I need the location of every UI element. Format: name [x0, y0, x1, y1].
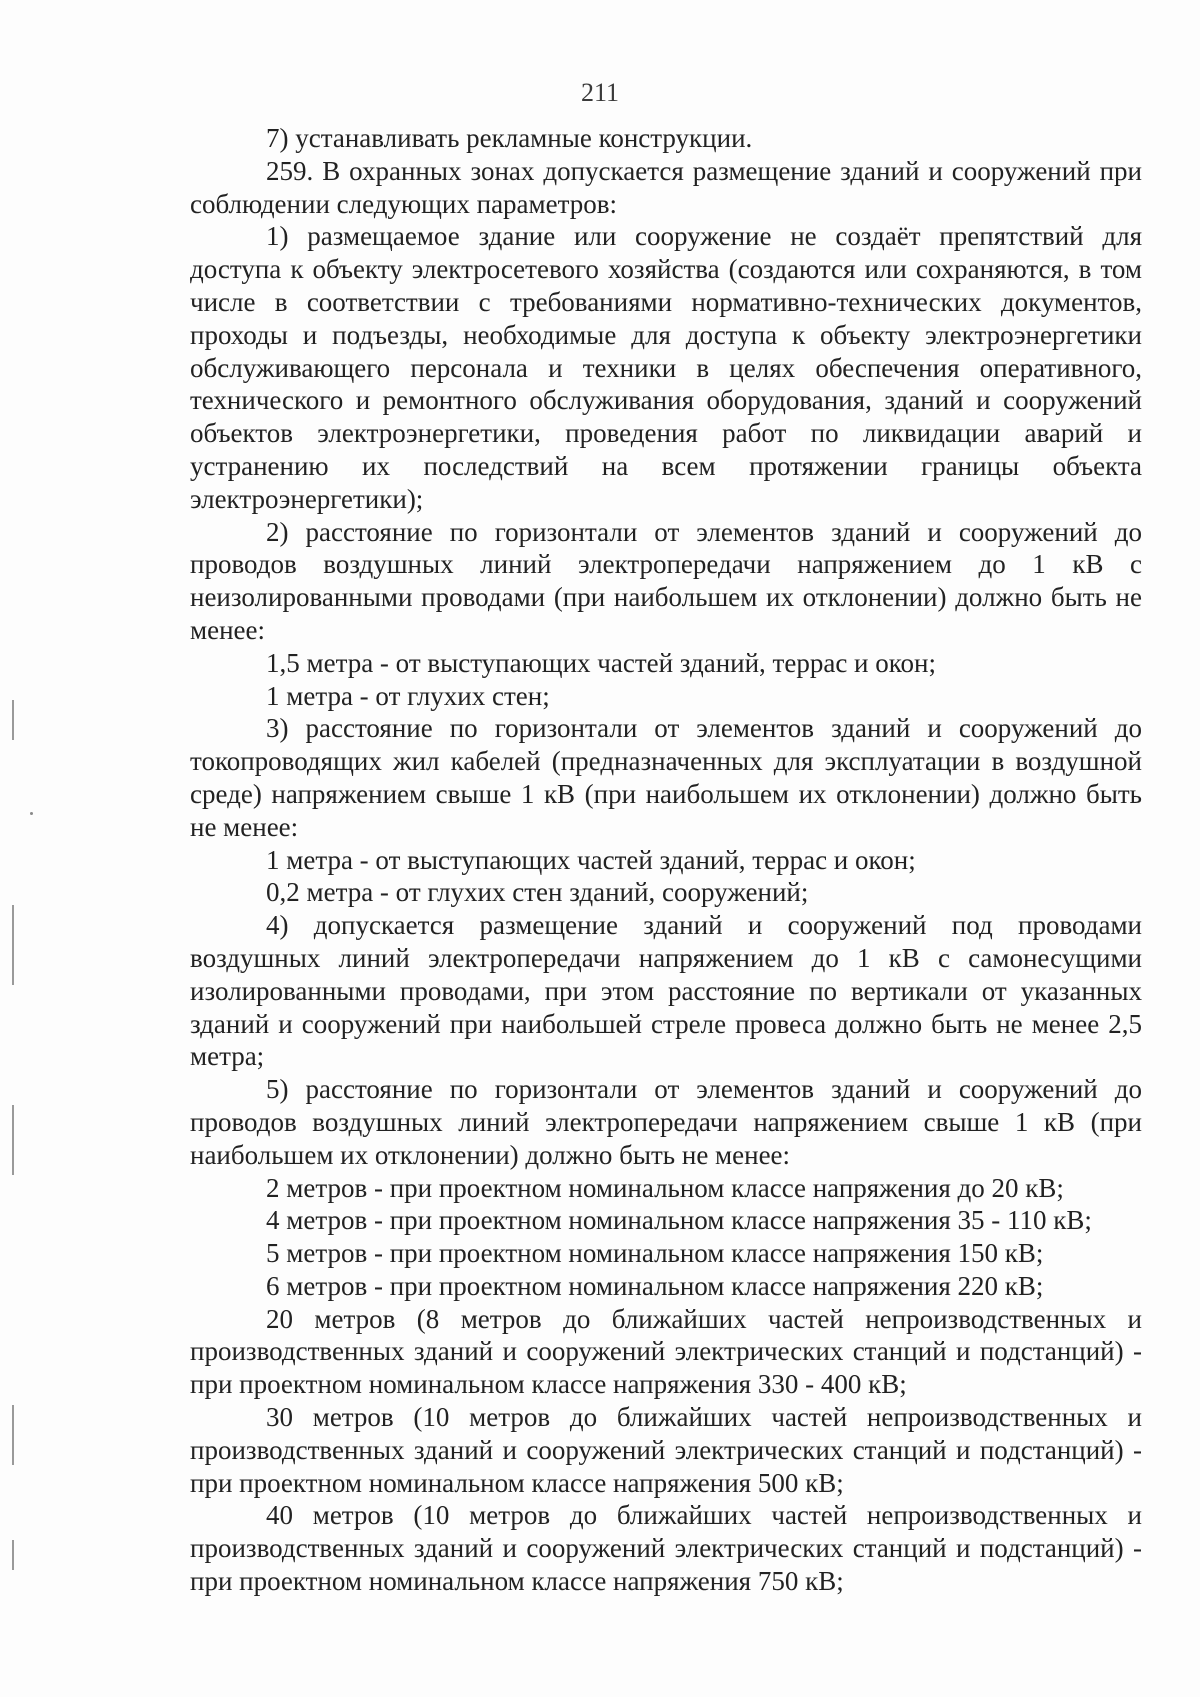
condition-3-cable-distance: 3) расстояние по горизонтали от элементов зданий и сооружений до токопроводящих жил кабелей (предназначенных для эксплуатации в воздушной среде) напряжением свыше 1 кВ (при наибольшем их отклонении) должно быть не менее:	[190, 713, 1142, 842]
condition-2-distance-1kv: 2) расстояние по горизонтали от элементов зданий и сооружений до проводов воздушных линий электропередачи напряжением до 1 кВ с неизолированными проводами (при наибольшем их отклонении) должно быть не менее:	[190, 516, 1142, 645]
distance-item: 30 метров (10 метров до ближайших частей непроизводственных и производственных зданий и сооружений электрических станций и подстанций) - при проектном номинальном классе напряжения 500 кВ;	[190, 1402, 1142, 1498]
distance-item: 40 метров (10 метров до ближайших частей непроизводственных и производственных зданий и сооружений электрических станций и подстанций) - при проектном номинальном классе напряжения 750 кВ;	[190, 1500, 1142, 1597]
document-body	[190, 122, 1142, 1598]
distance-item: 1 метра - от глухих стен;	[266, 680, 550, 711]
distance-item: 2 метров - при проектном номинальном классе напряжения до 20 кВ;	[266, 1172, 1064, 1203]
distance-item: 5 метров - при проектном номинальном классе напряжения 150 кВ;	[266, 1238, 1044, 1269]
scan-edge-mark	[12, 905, 14, 985]
condition-4-under-wires: 4) допускается размещение зданий и сооружений под проводами воздушных линий электропередачи напряжением до 1 кВ с самонесущими изолированными проводами, при этом расстояние по вертикали от указанных зданий и сооружений при наибольшей стреле провеса должно быть не менее 2,5 метра;	[190, 910, 1142, 1072]
distance-item: 4 метров - при проектном номинальном классе напряжения 35 - 110 кВ;	[266, 1205, 1092, 1236]
scan-edge-mark	[12, 1405, 14, 1465]
scan-dust-dot	[30, 812, 33, 815]
page-number: 211	[580, 78, 620, 107]
distance-item: 6 метров - при проектном номинальном классе напряжения 220 кВ;	[266, 1270, 1044, 1301]
distance-item: 0,2 метра - от глухих стен зданий, сооружений;	[266, 877, 809, 908]
scan-edge-mark	[12, 700, 14, 740]
clause-259-heading: 259. В охранных зонах допускается размещение зданий и сооружений при соблюдении следующих параметров:	[190, 155, 1142, 219]
list-item-7-advertising: 7) устанавливать рекламные конструкции.	[266, 123, 753, 153]
scan-edge-mark	[12, 1540, 14, 1570]
scan-edge-mark	[12, 1105, 14, 1175]
condition-1-access: 1) размещаемое здание или сооружение не создаёт препятствий для доступа к объекту электросетевого хозяйства (создаются или сохраняются, в том числе в соответствии с требованиями нормативно-технических документов, проходы и подъезды, необходимые для доступа к объекту электроэнергетики обслуживающего персонала и техники в целях обеспечения оперативного, технического и ремонтного обслуживания оборудования, зданий и сооружений объектов электроэнергетики, проведения работ по ликвидации аварий и устранению их последствий на всем протяжении границы объекта электроэнергетики);	[190, 221, 1142, 514]
distance-item: 20 метров (8 метров до ближайших частей непроизводственных и производственных зданий и сооружений электрических станций и подстанций) - при проектном номинальном классе напряжения 330 - 400 кВ;	[190, 1303, 1142, 1400]
distance-item: 1 метра - от выступающих частей зданий, террас и окон;	[266, 844, 916, 875]
condition-5-distance-above-1kv: 5) расстояние по горизонтали от элементов зданий и сооружений до проводов воздушных линий электропередачи напряжением свыше 1 кВ (при наибольшем их отклонении) должно быть не менее:	[190, 1074, 1142, 1170]
distance-item: 1,5 метра - от выступающих частей зданий, террас и окон;	[266, 647, 936, 678]
